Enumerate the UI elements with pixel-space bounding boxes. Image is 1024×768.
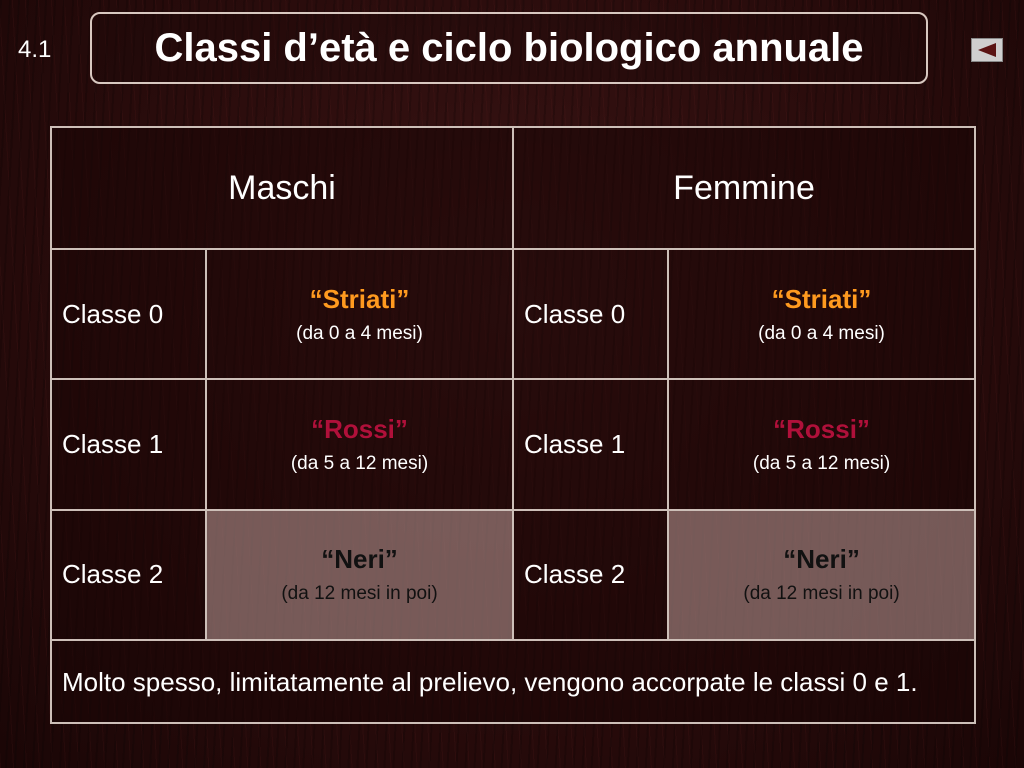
class-range: (da 0 a 4 mesi) — [296, 322, 423, 344]
title-box — [90, 12, 928, 84]
page-title: Classi d’età e ciclo biologico annuale — [154, 25, 864, 70]
class-name: “Striati” — [771, 283, 872, 314]
female-value-cell — [668, 510, 975, 640]
female-value-cell — [668, 379, 975, 509]
male-class-cell: Classe 2 — [51, 510, 206, 640]
class-name: “Neri” — [321, 544, 398, 575]
female-value-cell — [668, 249, 975, 379]
class-range: (da 12 mesi in poi) — [743, 583, 900, 605]
note-text: Molto spesso, limitatamente al prelievo, vengono accorpate le classi 0 e 1. — [51, 640, 975, 723]
note-row — [51, 640, 975, 723]
age-classes-table — [50, 126, 976, 724]
back-button[interactable] — [971, 38, 1003, 62]
class-range: (da 0 a 4 mesi) — [758, 322, 885, 344]
header-maschi: Maschi — [51, 127, 513, 249]
female-class-cell: Classe 0 — [513, 249, 668, 379]
male-value-cell — [206, 249, 513, 379]
table-row — [51, 510, 975, 640]
class-range: (da 5 a 12 mesi) — [752, 453, 891, 475]
male-value-cell — [206, 379, 513, 509]
class-range: (da 5 a 12 mesi) — [290, 453, 429, 475]
female-class-cell: Classe 2 — [513, 510, 668, 640]
table-header-row — [51, 127, 975, 249]
female-class-cell: Classe 1 — [513, 379, 668, 509]
header-femmine: Femmine — [513, 127, 975, 249]
male-class-cell: Classe 1 — [51, 379, 206, 509]
triangle-left-icon — [976, 42, 998, 58]
male-class-cell: Classe 0 — [51, 249, 206, 379]
table-row — [51, 249, 975, 379]
class-name: “Striati” — [309, 283, 410, 314]
class-name: “Neri” — [783, 544, 860, 575]
slide-number: 4.1 — [18, 36, 52, 63]
class-name: “Rossi” — [311, 414, 408, 445]
table-row — [51, 379, 975, 509]
class-range: (da 12 mesi in poi) — [281, 583, 438, 605]
male-value-cell — [206, 510, 513, 640]
class-name: “Rossi” — [773, 414, 870, 445]
